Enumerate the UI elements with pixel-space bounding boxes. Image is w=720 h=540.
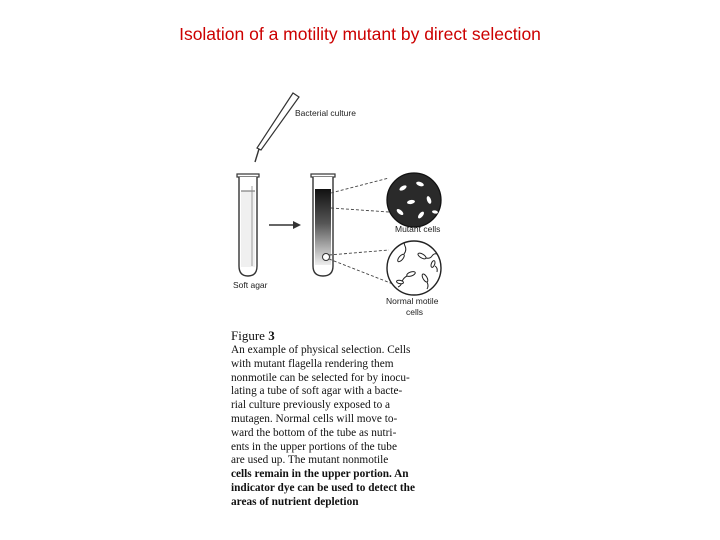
caption-line: ents in the upper portions of the tube xyxy=(231,440,397,453)
label-soft-agar: Soft agar xyxy=(233,280,268,290)
slide-title: Isolation of a motility mutant by direct selection xyxy=(179,24,541,44)
figure-heading xyxy=(231,328,446,344)
label-bacterial-culture: Bacterial culture xyxy=(295,108,356,118)
figure-caption xyxy=(231,328,446,510)
figure-number: 3 xyxy=(268,328,275,343)
caption-line: An example of physical selection. Cells xyxy=(231,344,411,356)
figure-illustration xyxy=(225,88,455,317)
caption-line: with mutant flagella rendering them xyxy=(231,357,394,370)
pipette-icon xyxy=(255,93,299,162)
label-mutant-cells: Mutant cells xyxy=(395,224,441,234)
caption-line: mutagen. Normal cells will move to- xyxy=(231,412,398,425)
soft-agar-tube xyxy=(237,174,259,276)
incubated-tube xyxy=(311,174,335,276)
caption-line: nonmotile can be selected for by inocu- xyxy=(231,371,410,384)
caption-line: ward the bottom of the tube as nutri- xyxy=(231,426,397,439)
caption-line: cells remain in the upper portion. An xyxy=(231,468,409,481)
label-normal-motile-cells: cells xyxy=(406,307,424,317)
label-normal-motile: Normal motile xyxy=(386,296,439,306)
mutant-cells-circle xyxy=(387,173,441,227)
caption-line: rial culture previously exposed to a xyxy=(231,399,391,412)
figure-word: Figure xyxy=(231,328,265,343)
caption-line: are used up. The mutant nonmotile xyxy=(231,454,389,467)
caption-line: lating a tube of soft agar with a bacte- xyxy=(231,385,403,398)
magnify-lines xyxy=(329,178,393,284)
normal-motile-cells-circle xyxy=(387,239,441,295)
caption-line: areas of nutrient depletion xyxy=(231,495,359,508)
caption-line: indicator dye can be used to detect the xyxy=(231,481,415,494)
arrow-right-icon xyxy=(269,221,301,229)
